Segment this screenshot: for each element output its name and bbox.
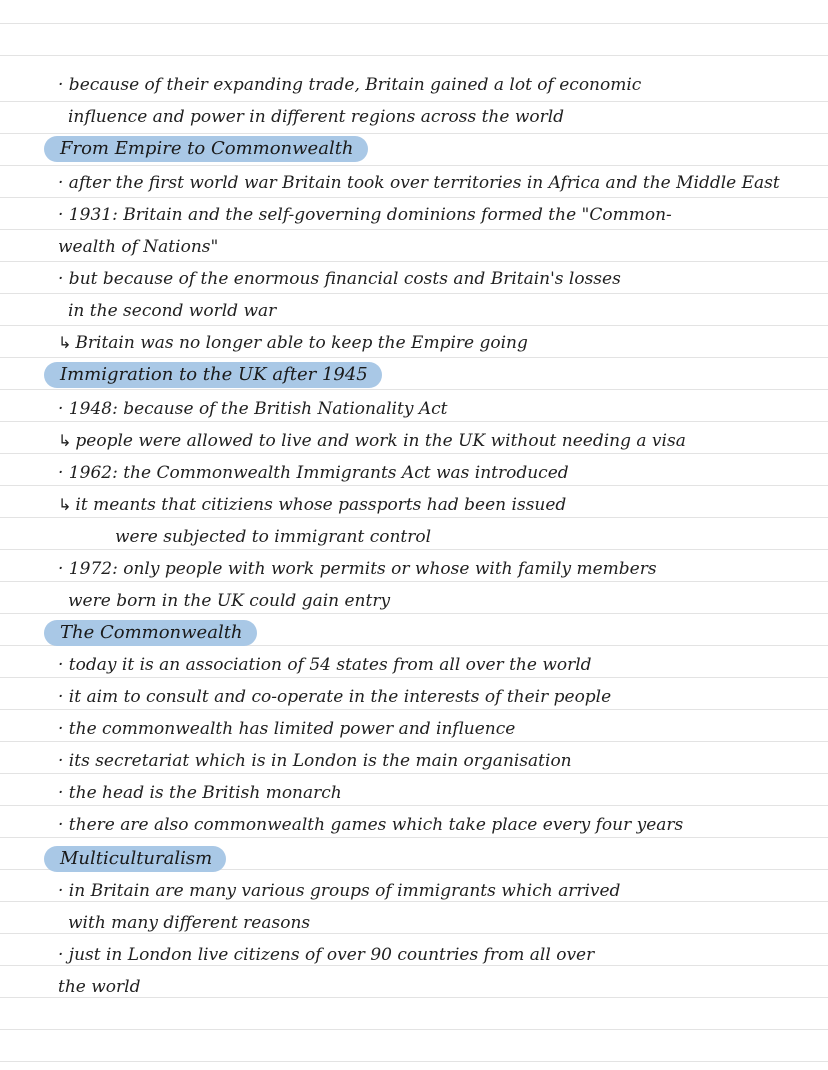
immigration-line-3: · 1962: the Commonwealth Immigrants Act was introduced [58, 463, 569, 483]
commonwealth-line-3: · the commonwealth has limited power and influence [58, 719, 516, 739]
immigration-line-2-text: people were allowed to live and work in the UK without needing a visa [75, 431, 686, 451]
immigration-line-2 [58, 430, 788, 452]
immigration-line-1: · 1948: because of the British Nationality Act [58, 399, 448, 419]
arrow-icon: ↳ [58, 333, 72, 352]
heading-immigration: Immigration to the UK after 1945 [44, 362, 382, 388]
multiculturalism-line-2: with many different reasons [68, 913, 311, 933]
heading-empire: From Empire to Commonwealth [44, 136, 368, 162]
commonwealth-line-1: · today it is an association of 54 states from all over the world [58, 655, 592, 675]
empire-line-2: · 1931: Britain and the self-governing dominions formed the "Common- [58, 205, 672, 225]
commonwealth-line-6: · there are also commonwealth games which take place every four years [58, 815, 684, 835]
empire-line-3: wealth of Nations" [58, 237, 219, 257]
empire-line-6-text: Britain was no longer able to keep the Empire going [75, 333, 528, 353]
heading-multiculturalism: Multiculturalism [44, 846, 226, 872]
immigration-line-7: were born in the UK could gain entry [68, 591, 391, 611]
commonwealth-line-5: · the head is the British monarch [58, 783, 342, 803]
empire-line-5: in the second world war [68, 301, 277, 321]
empire-line-6 [58, 332, 788, 354]
immigration-line-6: · 1972: only people with work permits or whose with family members [58, 559, 657, 579]
immigration-line-4-text: it meants that citiziens whose passports had been issued [75, 495, 567, 515]
multiculturalism-line-3: · just in London live citizens of over 90 countries from all over [58, 945, 595, 965]
arrow-icon: ↳ [58, 431, 72, 450]
intro-line-2: influence and power in different regions across the world [68, 107, 565, 127]
immigration-line-4 [58, 494, 788, 516]
empire-line-1: · after the first world war Britain took over territories in Africa and the Middle East [58, 173, 780, 193]
commonwealth-line-2: · it aim to consult and co-operate in the interests of their people [58, 687, 612, 707]
arrow-icon: ↳ [58, 495, 72, 514]
heading-commonwealth: The Commonwealth [44, 620, 257, 646]
multiculturalism-line-4: the world [58, 977, 141, 997]
immigration-line-5: were subjected to immigrant control [115, 527, 432, 547]
commonwealth-line-4: · its secretariat which is in London is the main organisation [58, 751, 572, 771]
empire-line-4: · but because of the enormous financial costs and Britain's losses [58, 269, 621, 289]
intro-line-1: · because of their expanding trade, Britain gained a lot of economic [58, 75, 642, 95]
multiculturalism-line-1: · in Britain are many various groups of immigrants which arrived [58, 881, 621, 901]
